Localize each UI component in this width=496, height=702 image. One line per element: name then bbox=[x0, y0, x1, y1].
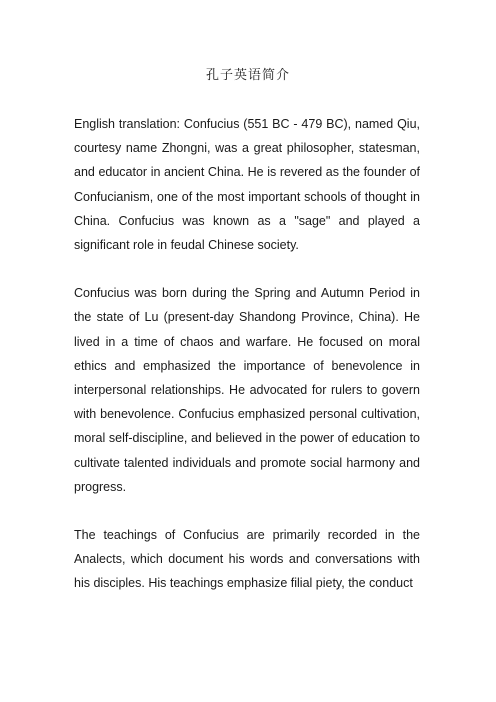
paragraph-3: The teachings of Confucius are primarily recorded in the Analects, which document his words and conversations with his disciples. His teachings emphasize filial piety, the conduct bbox=[74, 528, 420, 591]
paragraph-1: English translation: Confucius (551 BC - 479 BC), named Qiu, courtesy name Zhongni, was a great philosopher, statesman, and educator in ancient China. He is revered as the founder of Confucianism, one of the most important schools of thought in China. Confucius was known as a "sage" and played a significant role in feudal Chinese society. bbox=[74, 117, 420, 253]
paragraph-2: Confucius was born during the Spring and Autumn Period in the state of Lu (present-day Shandong Province, China). He lived in a time of chaos and warfare. He focused on moral ethics and emphasized the importance of benevolence in interpersonal relationships. He advocated for rulers to govern with benevolence. Confucius emphasized personal cultivation, moral self-discipline, and believed in the power of education to cultivate talented individuals and promote social harmony and progress. bbox=[74, 286, 420, 494]
document-body bbox=[74, 112, 420, 620]
document-title: 孔子英语简介 bbox=[205, 68, 290, 83]
